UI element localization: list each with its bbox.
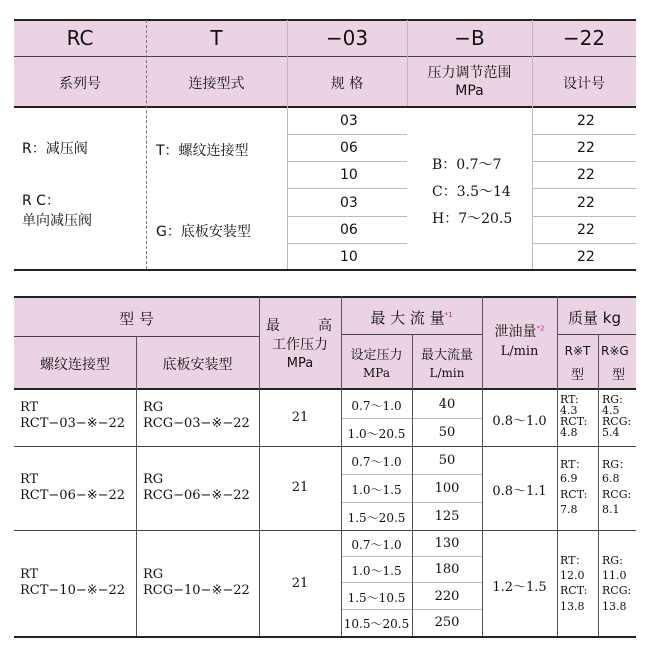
design-divider xyxy=(532,243,636,244)
header-mass: 质量 kg xyxy=(568,309,621,327)
code-row-divider xyxy=(14,56,636,57)
max-flow: 180 xyxy=(434,562,460,577)
header-max-1: 最 xyxy=(266,318,280,334)
rg-mass: 4.5 xyxy=(602,404,620,417)
header-bottom-border xyxy=(14,106,636,108)
header-thread: 螺纹连接型 xyxy=(40,357,110,373)
spec-header-mid xyxy=(557,334,636,335)
header-design: 设计号 xyxy=(563,76,605,92)
set-pressure: 1.0～1.5 xyxy=(351,564,402,578)
max-flow: 220 xyxy=(434,589,460,604)
max-flow: 250 xyxy=(434,615,460,630)
design-value: 22 xyxy=(577,113,595,129)
design-value: 22 xyxy=(577,167,595,183)
header-plate: 底板安装型 xyxy=(162,357,233,373)
header-max-flow-label: 最 大 流 量 xyxy=(370,309,445,327)
set-pressure: 1.5～10.5 xyxy=(347,591,406,605)
header-max-flow xyxy=(341,307,482,328)
size-value: 03 xyxy=(340,113,358,129)
code-connection: T xyxy=(210,26,223,50)
col-divider-2 xyxy=(287,20,288,269)
plate-model: RCG−06−※−22 xyxy=(143,488,250,503)
size-divider xyxy=(287,216,407,217)
spec-bottom-border xyxy=(14,636,636,638)
rg-mass: RG： xyxy=(602,458,631,471)
code-design: −22 xyxy=(562,26,606,50)
col-divider-1 xyxy=(146,20,147,269)
footnote-mark-1: *1 xyxy=(444,311,453,319)
header-work-pressure: 工作压力 xyxy=(272,337,328,353)
design-value: 22 xyxy=(577,195,595,211)
size-divider xyxy=(287,188,407,189)
pressure-item-b: B：0.7～7 xyxy=(432,157,502,173)
thread-model: RCT−06−※−22 xyxy=(20,488,126,503)
thread-model: RT xyxy=(20,400,39,415)
header-mpa: MPa xyxy=(286,356,314,371)
set-pressure: 0.7～1.0 xyxy=(351,399,402,413)
rg-mass: RCG: xyxy=(602,415,632,428)
table1-bottom-border xyxy=(14,269,636,271)
footnote-mark-2: *2 xyxy=(536,324,545,333)
code-pressure: −B xyxy=(454,26,485,50)
spec-col-divider xyxy=(136,336,137,636)
size-value: 06 xyxy=(340,222,358,238)
rg-mass: 11.0 xyxy=(602,569,627,582)
connection-item-t: T：螺纹连接型 xyxy=(156,143,249,159)
header-max-2: 高 xyxy=(318,318,332,334)
pressure-item-c: C：3.5～14 xyxy=(432,184,511,200)
max-flow: 50 xyxy=(438,453,456,468)
size-value: 10 xyxy=(340,249,358,265)
rg-mass: 5.4 xyxy=(602,426,620,439)
rg-mass: 13.8 xyxy=(602,600,627,613)
size-value: 10 xyxy=(340,167,358,183)
header-rt-type: R※T xyxy=(564,344,591,358)
size-divider xyxy=(287,161,407,162)
set-pressure: 1.5～20.5 xyxy=(347,511,406,525)
rt-mass: 7.8 xyxy=(560,503,578,516)
set-pressure: 10.5～20.5 xyxy=(343,617,410,631)
design-divider xyxy=(532,161,636,162)
header-rg-type-char: 型 xyxy=(612,368,626,383)
max-flow: 50 xyxy=(438,425,456,440)
header-size: 规 格 xyxy=(330,76,364,92)
size-value: 06 xyxy=(340,140,358,156)
drain-flow: 0.8～1.1 xyxy=(492,484,547,499)
rt-mass: RT： xyxy=(560,458,587,471)
rg-mass: RCG: xyxy=(602,488,632,501)
header-drain xyxy=(482,321,557,341)
thread-model: RCT−10−※−22 xyxy=(20,583,126,598)
drain-flow: 1.2～1.5 xyxy=(492,580,547,595)
max-flow: 130 xyxy=(434,536,460,551)
header-model: 型 号 xyxy=(119,310,154,328)
max-flow: 100 xyxy=(434,481,460,496)
design-value: 22 xyxy=(577,140,595,156)
plate-model: RG xyxy=(143,400,164,415)
header-pressure-unit: MPa xyxy=(455,83,484,99)
max-flow: 40 xyxy=(438,397,456,412)
header-set-unit: MPa xyxy=(363,366,390,380)
group-divider xyxy=(14,530,636,531)
header-max-flow-sub: 最大流量 xyxy=(420,348,473,363)
connection-item-g: G：底板安装型 xyxy=(156,224,251,240)
size-divider xyxy=(287,134,407,135)
set-pressure: 1.0～1.5 xyxy=(351,483,402,497)
code-size: −03 xyxy=(325,26,369,50)
max-flow: 125 xyxy=(434,509,460,524)
plate-model: RG xyxy=(143,567,164,582)
col-divider-4 xyxy=(532,20,533,269)
header-rt-type-char: 型 xyxy=(570,368,584,383)
header-set-pressure: 设定压力 xyxy=(350,348,403,363)
rg-mass: RG: xyxy=(602,554,623,567)
rt-mass: RT: xyxy=(560,393,579,406)
rt-mass: 12.0 xyxy=(560,569,585,582)
header-flow-unit: L/min xyxy=(429,366,465,380)
series-item-rc: R C： xyxy=(22,193,60,209)
header-connection: 连接型式 xyxy=(188,76,245,92)
size-divider xyxy=(287,243,407,244)
header-pressure-range: 压力调节范围 xyxy=(427,65,512,81)
header-series: 系列号 xyxy=(59,76,101,92)
rt-mass: RCT: xyxy=(560,584,588,597)
design-divider xyxy=(532,188,636,189)
set-pressure: 1.0～20.5 xyxy=(347,427,406,441)
work-pressure: 21 xyxy=(291,410,309,425)
work-pressure: 21 xyxy=(291,480,309,495)
pressure-item-h: H：7～20.5 xyxy=(432,211,513,227)
set-pressure: 0.7～1.0 xyxy=(351,538,402,552)
rg-mass: 8.1 xyxy=(602,503,620,516)
rt-mass: 4.8 xyxy=(560,426,578,439)
header-drain-label: 泄油量 xyxy=(494,324,537,340)
code-series: RC xyxy=(66,26,94,50)
rg-mass: RCG: xyxy=(602,584,632,597)
group-divider xyxy=(14,446,636,447)
plate-model: RCG−03−※−22 xyxy=(143,416,250,431)
series-item-r: R：减压阀 xyxy=(22,141,88,157)
spec-header-bottom xyxy=(14,388,636,390)
plate-model: RCG−10−※−22 xyxy=(143,583,250,598)
set-pressure: 0.7～1.0 xyxy=(351,455,402,469)
spec-col-divider xyxy=(598,334,599,636)
work-pressure: 21 xyxy=(291,576,309,591)
rt-mass: 6.9 xyxy=(560,472,578,485)
series-item-rc-desc: 单向减压阀 xyxy=(22,213,92,229)
thread-model: RT xyxy=(20,567,39,582)
design-divider xyxy=(532,216,636,217)
design-divider xyxy=(532,134,636,135)
rt-mass: 4.3 xyxy=(560,404,578,417)
drain-flow: 0.8～1.0 xyxy=(492,414,547,429)
rt-mass: RCT: xyxy=(560,415,588,428)
rt-mass: RT： xyxy=(560,554,587,567)
header-drain-unit: L/min xyxy=(500,344,539,359)
thread-model: RCT−03−※−22 xyxy=(20,416,126,431)
header-rg-type: R※G xyxy=(601,344,629,358)
rg-mass: RG: xyxy=(602,393,623,406)
plate-model: RG xyxy=(143,472,164,487)
top-border xyxy=(14,19,636,21)
rg-mass: 6.8 xyxy=(602,472,620,485)
spec-top-border xyxy=(14,296,636,298)
thread-model: RT xyxy=(20,472,39,487)
design-value: 22 xyxy=(577,222,595,238)
rt-mass: RCT: xyxy=(560,488,588,501)
size-value: 03 xyxy=(340,195,358,211)
rt-mass: 13.8 xyxy=(560,600,585,613)
design-value: 22 xyxy=(577,249,595,265)
